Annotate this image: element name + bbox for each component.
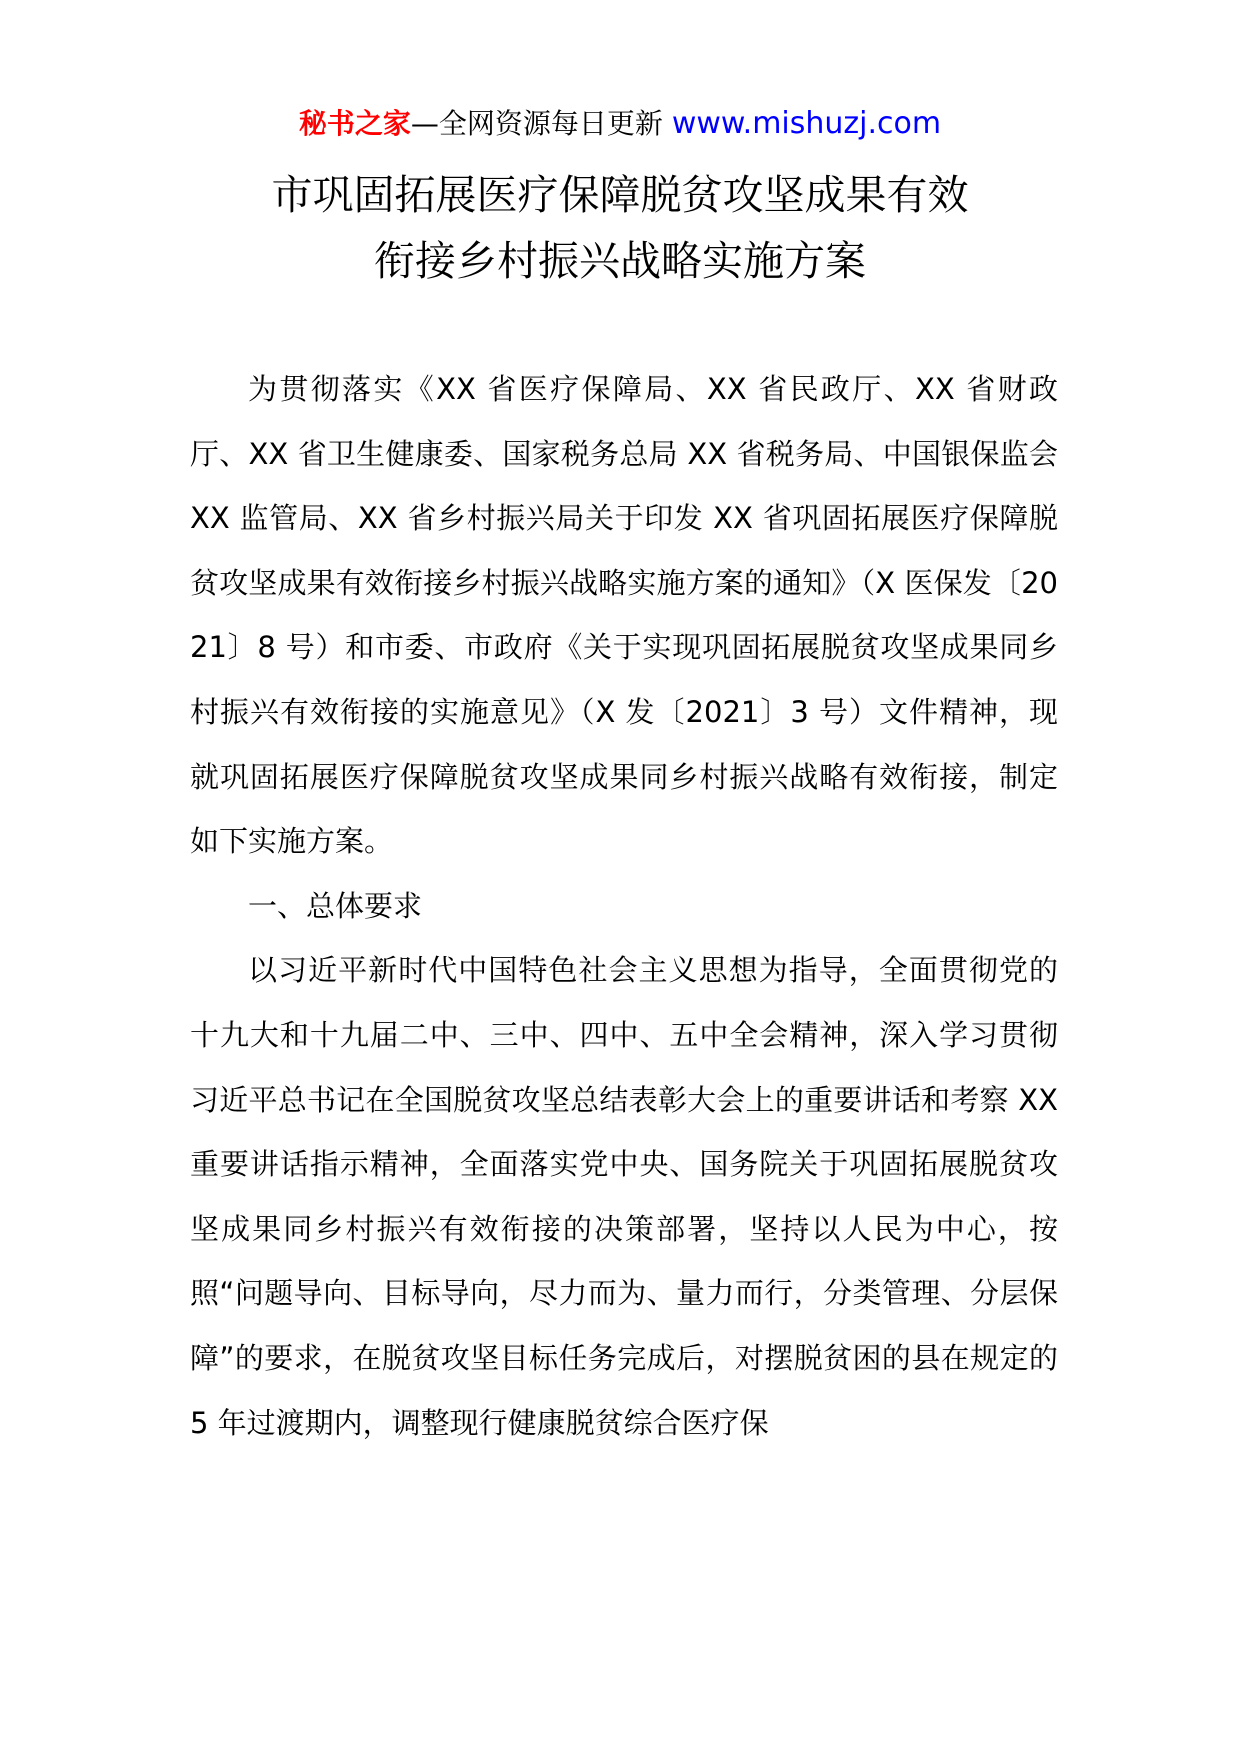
- title-line-2: 衔接乡村振兴战略实施方案: [374, 237, 866, 285]
- body-paragraph: 为贯彻落实《XX 省医疗保障局、XX 省民政厅、XX 省财政厅、XX 省卫生健康委、国家税务总局 XX 省税务局、中国银保监会 XX 监管局、XX 省乡村振兴局关于印发 XX 省巩固拓展医疗保障脱贫攻坚成果有效衔接乡村振兴战略实施方案的通知》（X 医保发〔2021〕8 号）和市委、市政府《关于实现巩固拓展脱贫攻坚成果同乡村振兴有效衔接的实施意见》（X 发〔2021〕3 号）文件精神，现就巩固拓展医疗保障脱贫攻坚成果同乡村振兴战略有效衔接，制定如下实施方案。: [190, 372, 1058, 859]
- document-body: [190, 357, 1058, 1455]
- site-url-link[interactable]: www.mishuzj.com: [671, 106, 942, 141]
- site-header: [0, 104, 1240, 144]
- body-paragraph: 以习近平新时代中国特色社会主义思想为指导，全面贯彻党的十九大和十九届二中、三中、四中、五中全会精神，深入学习贯彻习近平总书记在全国脱贫攻坚总结表彰大会上的重要讲话和考察 XX 重要讲话指示精神，全面落实党中央、国务院关于巩固拓展脱贫攻坚成果同乡村振兴有效衔接的决策部署，坚持以人民为中心，按照“问题导向、目标导向，尽力而为、量力而行，分类管理、分层保障”的要求，在脱贫攻坚目标任务完成后，对摆脱贫困的县在规定的 5 年过渡期内，调整现行健康脱贫综合医疗保: [190, 953, 1058, 1440]
- site-brand: 秘书之家: [298, 107, 411, 140]
- section-heading: 一、总体要求: [248, 888, 423, 923]
- document-title: [0, 162, 1240, 294]
- title-line-1: 市巩固拓展医疗保障脱贫攻坚成果有效: [271, 171, 969, 219]
- header-tagline: —全网资源每日更新: [410, 107, 663, 140]
